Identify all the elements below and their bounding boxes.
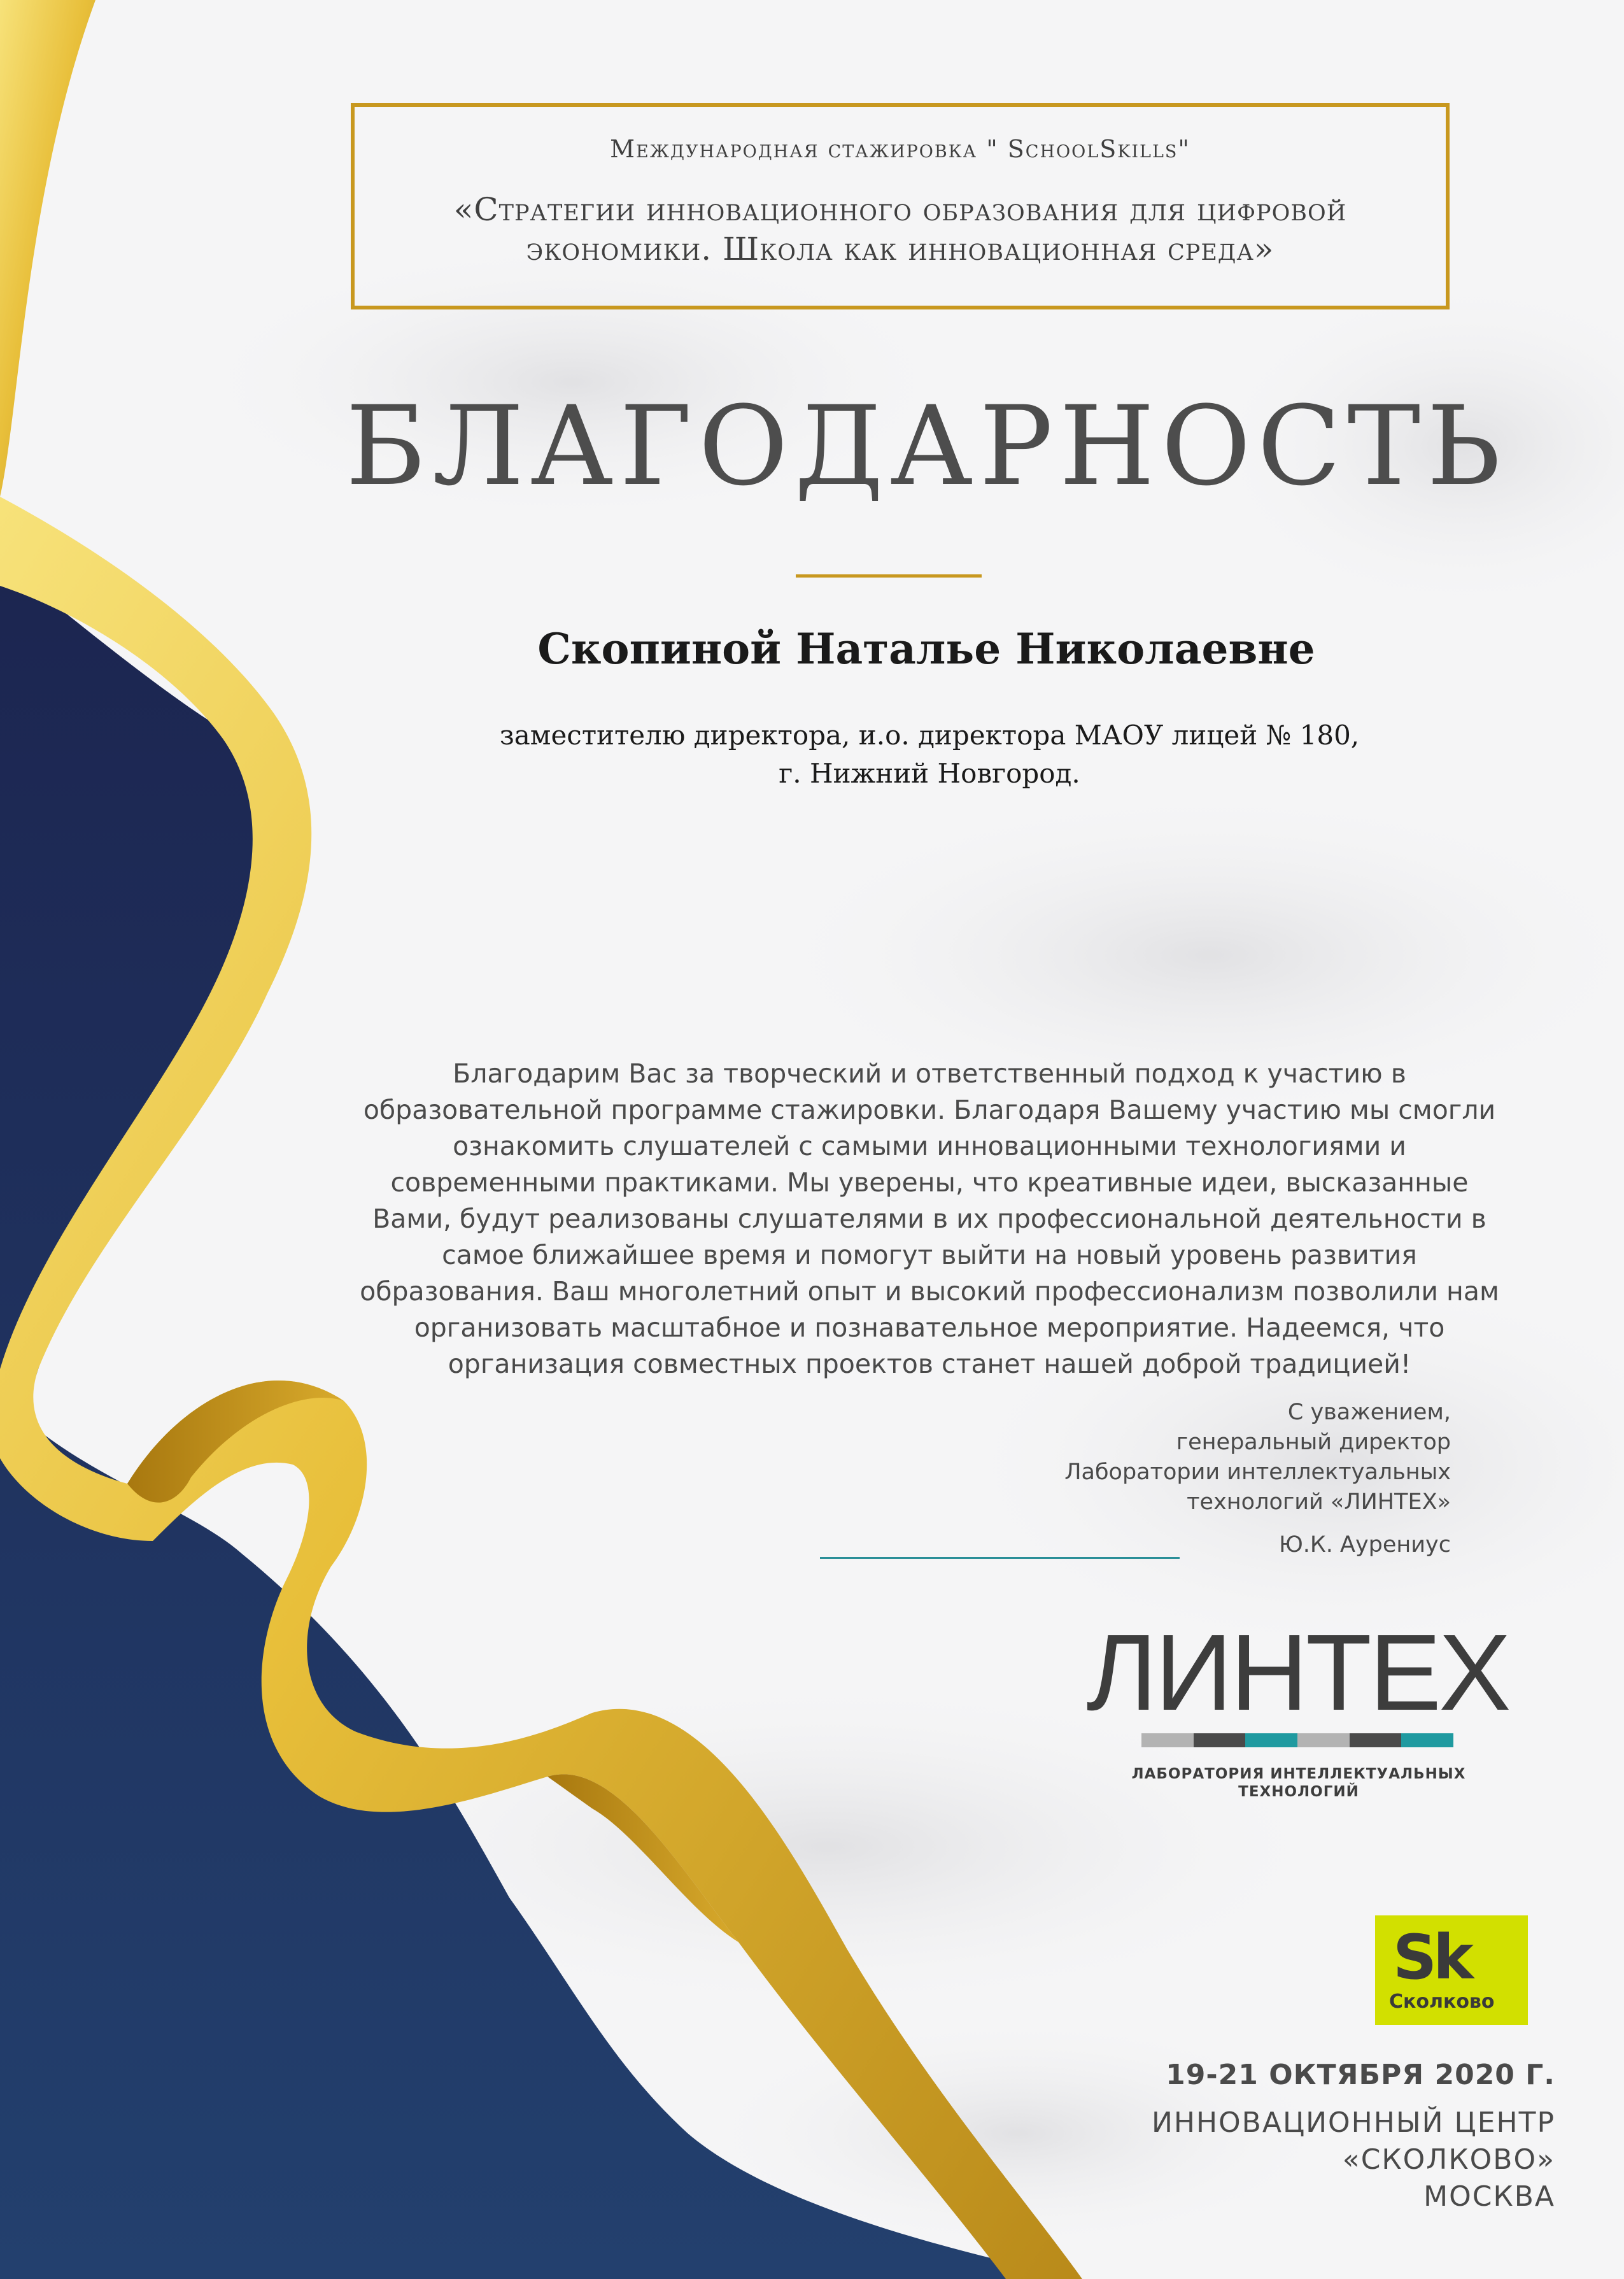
signer-name: Ю.К. Аурениус	[1278, 1532, 1451, 1558]
skolkovo-name: Сколково	[1389, 1991, 1495, 2013]
logo-bar	[1401, 1733, 1453, 1747]
signature-line-3: Лаборатории интеллектуальных	[1064, 1459, 1451, 1485]
event-venue	[1152, 2105, 1555, 2215]
venue-line-3: МОСКВА	[1423, 2180, 1555, 2213]
linteh-logo-bars	[1141, 1733, 1453, 1747]
linteh-logo-text: ЛИНТЕХ	[1086, 1612, 1509, 1733]
venue-line-1: ИННОВАЦИОННЫЙ ЦЕНТР	[1151, 2106, 1555, 2139]
signature-block	[878, 1398, 1451, 1517]
certificate-title: БЛАГОДАРНОСТЬ	[345, 382, 1507, 510]
program-subtitle: «Стратегии инновационного образования для цифровой экономики. Школа как инновационная среда»	[453, 191, 1347, 267]
logo-bar	[1194, 1733, 1246, 1747]
logo-subtitle-line-2: ТЕХНОЛОГИЙ	[1238, 1784, 1359, 1800]
skolkovo-logo	[1375, 1915, 1528, 2025]
logo-bar	[1245, 1733, 1297, 1747]
signature-line	[820, 1557, 1180, 1559]
linteh-logo-wordmark	[1086, 1612, 1509, 1733]
program-title: Международная стажировка " SchoolSkills"	[610, 135, 1190, 163]
program-header-frame	[351, 103, 1450, 309]
signature-line-1: С уважением,	[1287, 1400, 1451, 1425]
logo-subtitle-line-1: ЛАБОРАТОРИЯ ИНТЕЛЛЕКТУАЛЬНЫХ	[1131, 1766, 1466, 1782]
recipient-name: Скопиной Наталье Николаевне	[537, 624, 1315, 674]
logo-bar	[1141, 1733, 1194, 1747]
logo-bar	[1350, 1733, 1402, 1747]
position-line-2: г. Нижний Новгород.	[779, 758, 1080, 789]
signature-line-2: генеральный директор	[1176, 1430, 1451, 1455]
title-divider	[796, 574, 982, 578]
recipient-position	[357, 716, 1502, 793]
gratitude-text: Благодарим Вас за творческий и ответственный подход к участию в образовательной программе стажировки. Благодаря Вашему участию мы смогли ознакомить слушателей с самыми инновационными технологиями и современными практиками. Мы уверены, что креативные идеи, высказанные Вами, будут реализованы слушателями в их профессиональной деятельности в самое ближайшее время и помогут выйти на новый уровень развития образования. Ваш многолетний опыт и высокий профессионализм позволили нам организовать масштабное и познавательное мероприятие. Надеемся, что организация совместных проектов станет нашей доброй традицией!	[360, 1058, 1499, 1379]
logo-bar	[1297, 1733, 1350, 1747]
venue-line-2: «СКОЛКОВО»	[1342, 2143, 1555, 2176]
event-date: 19-21 ОКТЯБРЯ 2020 Г.	[1166, 2059, 1555, 2091]
linteh-logo-subtitle	[1127, 1765, 1471, 1801]
signature-line-4: технологий «ЛИНТЕХ»	[1187, 1489, 1451, 1515]
position-line-1: заместителю директора, и.о. директора МАОУ лицей № 180,	[499, 720, 1360, 751]
skolkovo-mark: Sk	[1393, 1922, 1470, 1993]
